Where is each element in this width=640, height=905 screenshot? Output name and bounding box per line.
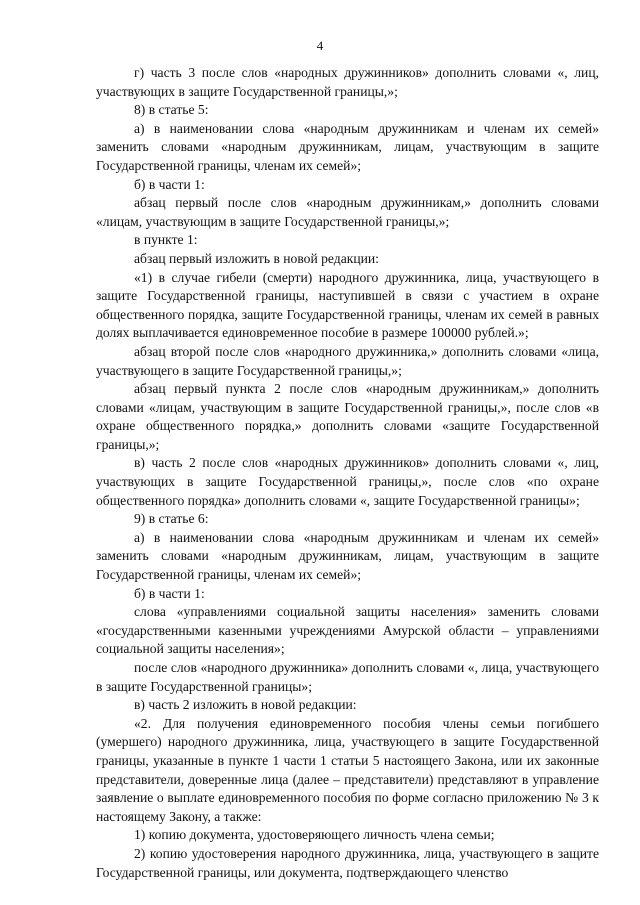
paragraph: 9) в статье 6: bbox=[134, 511, 209, 527]
paragraph: абзац первый пункта 2 после слов «народным дружинникам,» дополнить словами «лицам, участвующим в защите Государственной границы,», после слов «в охране общественного порядка,» дополнить словами «защите Государственной границы,»; bbox=[96, 381, 599, 452]
paragraph: абзац первый изложить в новой редакции: bbox=[134, 250, 379, 266]
paragraph: «1) в случае гибели (смерти) народного дружинника, лица, участвующего в защите Государственной границы, наступившей в связи с участием в охране общественного порядка, защите Государственной границы, членам их семей в равных долях выплачивается единовременное пособие в размере 100000 рублей.»; bbox=[96, 269, 599, 341]
paragraph: в) часть 2 после слов «народных дружинников» дополнить словами «, лиц, участвующих в защите Государственной границы,», после слов «по охране общественного порядка» дополнить словами «, защите Государственной границы»; bbox=[96, 455, 599, 508]
paragraph: г) часть 3 после слов «народных дружинников» дополнить словами «, лиц, участвующих в защите Государственной границы,»; bbox=[96, 65, 599, 99]
document-body bbox=[96, 64, 599, 882]
paragraph: слова «управлениями социальной защиты населения» заменить словами «государственными казенными учреждениями Амурской области – управлениями социальной защиты населения»; bbox=[96, 604, 599, 657]
paragraph: абзац второй после слов «народного дружинника,» дополнить словами «лица, участвующего в защите Государственной границы,»; bbox=[96, 343, 599, 378]
paragraph: в пункте 1: bbox=[134, 232, 198, 248]
paragraph: б) в части 1: bbox=[134, 176, 205, 192]
paragraph: 2) копию удостоверения народного дружинника, лица, участвующего в защите Государственной границы, или документа, подтверждающего членство bbox=[96, 845, 599, 880]
paragraph: б) в части 1: bbox=[134, 585, 205, 601]
paragraph: 8) в статье 5: bbox=[134, 102, 209, 118]
paragraph: абзац первый после слов «народным дружинникам,» дополнить словами «лицам, участвующим в защите Государственной границы,»; bbox=[96, 195, 599, 229]
paragraph: а) в наименовании слова «народным дружинникам и членам их семей» заменить словами «народным дружинникам, лицам, участвующим в защите Государственной границы, членам их семей»; bbox=[96, 529, 599, 583]
paragraph: 1) копию документа, удостоверяющего личность члена семьи; bbox=[134, 827, 495, 843]
page-number: 4 bbox=[316, 38, 324, 53]
paragraph: «2. Для получения единовременного пособия члены семьи погибшего (умершего) народного дружинника, лица, участвующего в защите Государственной границы, указанные в пункте 1 части 1 статьи 5 настоящего Закона, или их законные представители, доверенные лица (далее – представители) представляют в управление заявление о выплате единовременного пособия по форме согласно приложению № 3 к настоящему Закону, а также: bbox=[96, 715, 599, 824]
paragraph: после слов «народного дружинника» дополнить словами «, лица, участвующего в защите Государственной границы»; bbox=[96, 660, 599, 694]
paragraph: а) в наименовании слова «народным дружинникам и членам их семей» заменить словами «народным дружинникам, лицам, участвующим в защите Государственной границы, членам их семей»; bbox=[96, 120, 599, 173]
paragraph: в) часть 2 изложить в новой редакции: bbox=[134, 697, 357, 713]
